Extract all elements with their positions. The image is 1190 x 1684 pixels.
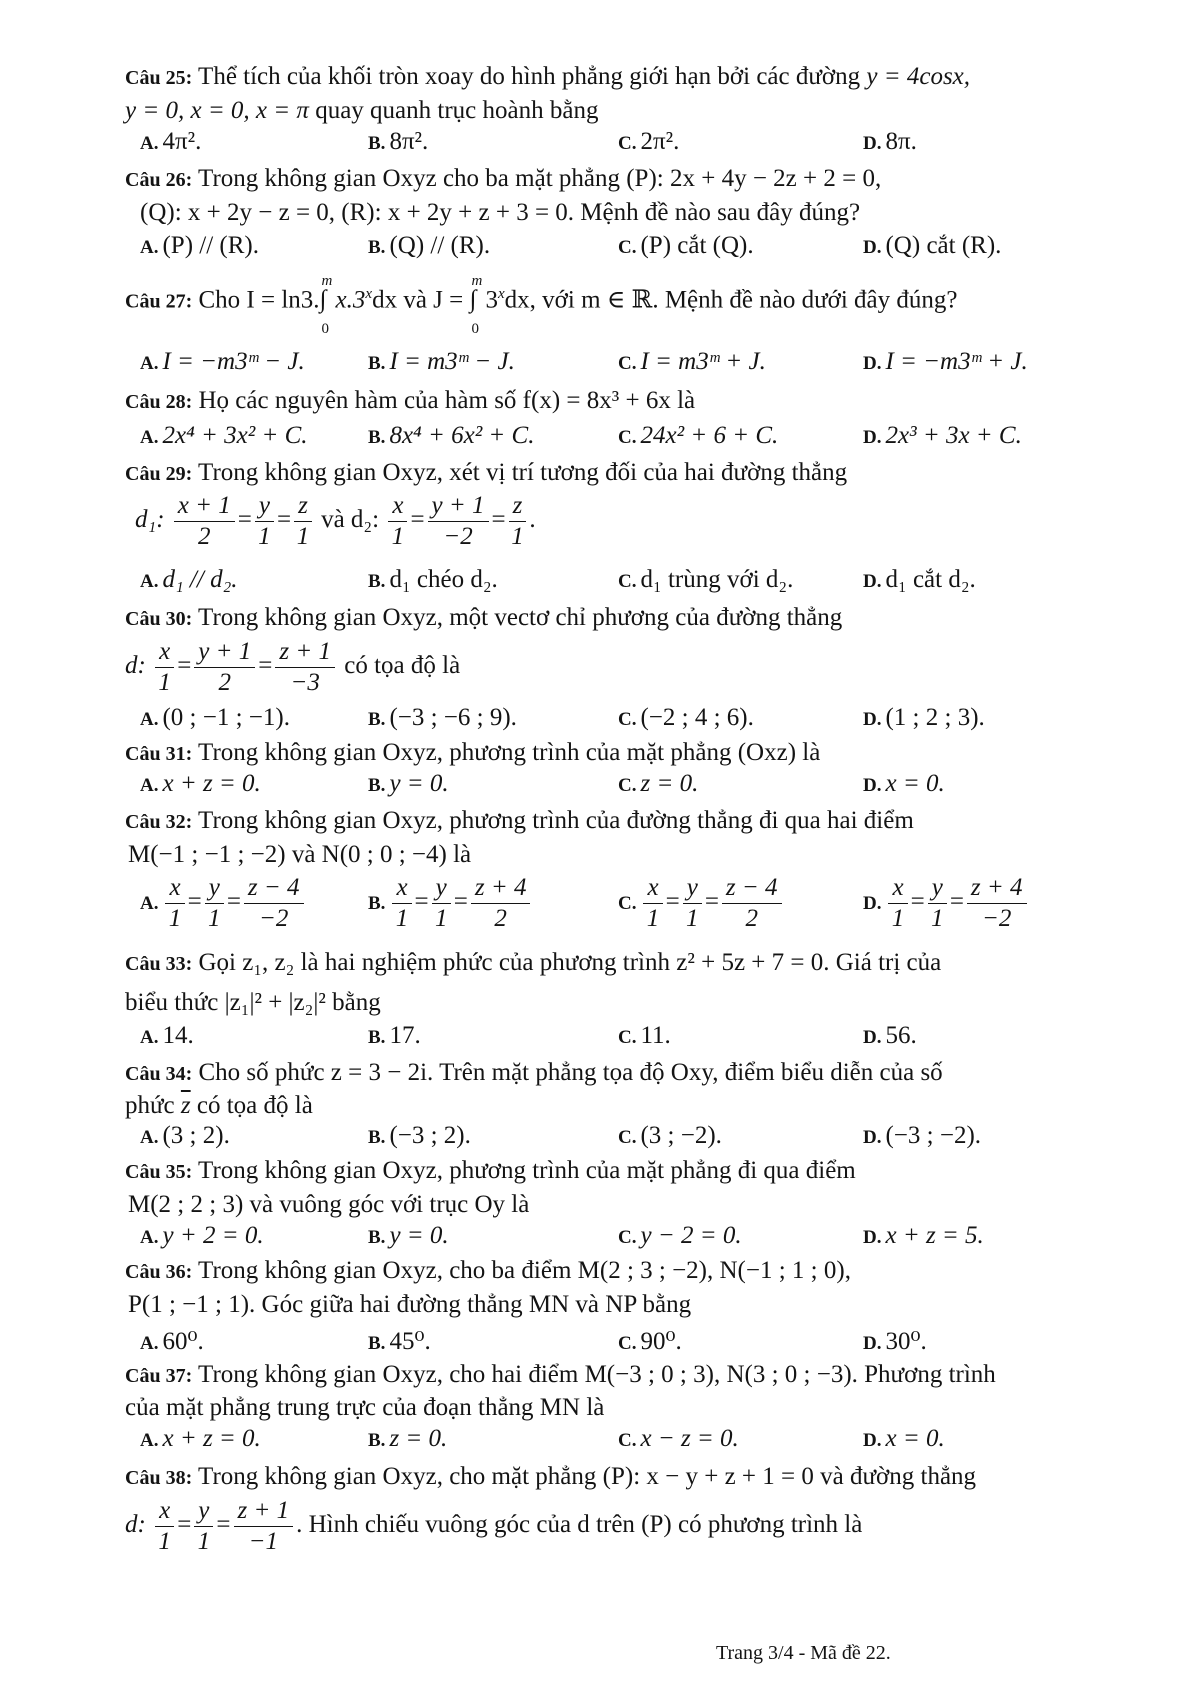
- option-c: C. 24x² + 6 + C.: [618, 422, 779, 449]
- question-37-cont: của mặt phẳng trung trực của đoạn thẳng MN là: [125, 1394, 605, 1421]
- option-d: D. $\frac{x}{1}$ = $\frac{y}{1}$ = $\frac{z + 4}{-2}$: [863, 870, 1030, 936]
- question-35: Câu 35: Trong không gian Oxyz, phương trình của mặt phẳng đi qua điểm: [125, 1157, 856, 1184]
- options-28: [140, 422, 1080, 455]
- option-b: B. (−3 ; 2).: [368, 1122, 471, 1149]
- question-32-cont: M(−1 ; −1 ; −2) và N(0 ; 0 ; −4) là: [128, 841, 472, 868]
- question-36-cont: P(1 ; −1 ; 1). Góc giữa hai đường thẳng MN và NP bằng: [128, 1291, 692, 1318]
- question-36: Câu 36: Trong không gian Oxyz, cho ba điểm M(2 ; 3 ; −2), N(−1 ; 1 ; 0),: [125, 1257, 851, 1284]
- options-26: [140, 232, 1080, 265]
- options-33: [140, 1022, 1080, 1055]
- option-b: B. 17.: [368, 1022, 421, 1049]
- integral-sign: ∫ m 0: [469, 273, 483, 338]
- equation-38: d: $\frac{x}{1}$ = $\frac{y}{1}$ = $\frac{z + 1}{-1}$ . Hình chiếu vuông góc của d trên (P) có phương trình là: [125, 1496, 863, 1555]
- question-26-cont: (Q): x + 2y − z = 0, (R): x + 2y + z + 3 = 0. Mệnh đề nào sau đây đúng?: [140, 199, 861, 226]
- question-32: Câu 32: Trong không gian Oxyz, phương trình của đường thẳng đi qua hai điểm: [125, 807, 914, 834]
- option-d: D. x + z = 5.: [863, 1222, 984, 1249]
- option-a: A. (0 ; −1 ; −1).: [140, 704, 290, 731]
- options-31: [140, 770, 1080, 803]
- options-35: [140, 1222, 1080, 1255]
- option-b: B. d₁ chéo d₂.: [368, 566, 498, 593]
- options-27: [140, 348, 1080, 381]
- option-c: C. I = m3ᵐ + J.: [618, 348, 766, 375]
- option-b: B. y = 0.: [368, 1222, 449, 1249]
- option-a: A. (3 ; 2).: [140, 1122, 230, 1149]
- option-c: C. 2π².: [618, 128, 680, 155]
- options-32: [140, 870, 1080, 934]
- option-c: C. 11.: [618, 1022, 671, 1049]
- options-25: [140, 128, 1080, 161]
- question-29: Câu 29: Trong không gian Oxyz, xét vị trí tương đối của hai đường thẳng: [125, 459, 848, 486]
- option-c: C. x − z = 0.: [618, 1425, 739, 1452]
- option-b: B. (−3 ; −6 ; 9).: [368, 704, 517, 731]
- option-b: B. y = 0.: [368, 770, 449, 797]
- option-b: B. z = 0.: [368, 1425, 448, 1452]
- question-34-cont: phức $\overline{z}$ có tọa độ là: [125, 1092, 313, 1119]
- equation-30: d: $\frac{x}{1}$ = $\frac{y + 1}{2}$ = $\frac{z + 1}{-3}$ có tọa độ là: [125, 637, 461, 696]
- option-c: C. $\frac{x}{1}$ = $\frac{y}{1}$ = $\frac{z - 4}{2}$: [618, 870, 785, 936]
- option-c: C. (−2 ; 4 ; 6).: [618, 704, 754, 731]
- option-b: B. I = m3ᵐ − J.: [368, 348, 515, 375]
- question-38: Câu 38: Trong không gian Oxyz, cho mặt phẳng (P): x − y + z + 1 = 0 và đường thẳng: [125, 1463, 977, 1490]
- option-a: A. d₁ // d₂.: [140, 566, 238, 593]
- option-b: B. 8x⁴ + 6x² + C.: [368, 422, 535, 449]
- options-29: [140, 566, 1080, 599]
- option-a: A. 4π².: [140, 128, 202, 155]
- option-a: A. y + 2 = 0.: [140, 1222, 264, 1249]
- option-a: A. $\frac{x}{1}$ = $\frac{y}{1}$ = $\frac{z - 4}{-2}$: [140, 870, 307, 936]
- question-25-cont: y = 0, x = 0, x = π quay quanh trục hoành bằng: [125, 97, 599, 124]
- option-c: C. z = 0.: [618, 770, 699, 797]
- question-25: Câu 25: Thể tích của khối tròn xoay do hình phẳng giới hạn bởi các đường y = 4cosx,: [125, 63, 971, 90]
- option-d: D. 30⁰.: [863, 1328, 927, 1355]
- question-number: Câu 25:: [125, 67, 193, 89]
- equation-29: d₁: $\frac{x + 1}{2}$ = $\frac{y}{1}$ = $\frac{z}{1}$ và d₂: $\frac{x}{1}$ = $\frac{y + 1}{-2}$ = $\frac{z}{1}$ .: [135, 491, 536, 550]
- option-d: D. (−3 ; −2).: [863, 1122, 982, 1149]
- option-c: C. 90⁰.: [618, 1328, 682, 1355]
- question-34: Câu 34: Cho số phức z = 3 − 2i. Trên mặt phẳng tọa độ Oxy, điểm biểu diễn của số: [125, 1059, 943, 1086]
- options-37: [140, 1425, 1080, 1458]
- option-c: C. d₁ trùng với d₂.: [618, 566, 794, 593]
- option-d: D. 8π.: [863, 128, 917, 155]
- option-a: A. (P) // (R).: [140, 232, 260, 259]
- option-a: A. 14.: [140, 1022, 194, 1049]
- option-a: A. 60⁰.: [140, 1328, 204, 1355]
- option-d: D. d₁ cắt d₂.: [863, 566, 976, 593]
- option-d: D. (1 ; 2 ; 3).: [863, 704, 985, 731]
- option-a: A. x + z = 0.: [140, 770, 261, 797]
- question-30: Câu 30: Trong không gian Oxyz, một vectơ chỉ phương của đường thẳng: [125, 604, 843, 631]
- option-d: D. x = 0.: [863, 1425, 945, 1452]
- option-d: D. 56.: [863, 1022, 917, 1049]
- option-a: A. I = −m3ᵐ − J.: [140, 348, 305, 375]
- option-c: C. (P) cắt (Q).: [618, 232, 754, 259]
- option-d: D. (Q) cắt (R).: [863, 232, 1002, 259]
- option-a: A. 2x⁴ + 3x² + C.: [140, 422, 308, 449]
- option-d: D. I = −m3ᵐ + J.: [863, 348, 1028, 375]
- integral-sign: ∫ m 0: [319, 273, 333, 338]
- question-31: Câu 31: Trong không gian Oxyz, phương trình của mặt phẳng (Oxz) là: [125, 739, 821, 766]
- question-35-cont: M(2 ; 2 ; 3) và vuông góc với trục Oy là: [128, 1191, 530, 1218]
- question-26: Câu 26: Trong không gian Oxyz cho ba mặt phẳng (P): 2x + 4y − 2z + 2 = 0,: [125, 165, 882, 192]
- option-b: B. $\frac{x}{1}$ = $\frac{y}{1}$ = $\frac{z + 4}{2}$: [368, 870, 533, 936]
- option-b: B. 8π².: [368, 128, 429, 155]
- page-footer: Trang 3/4 - Mã đề 22.: [716, 1642, 891, 1664]
- option-b: B. (Q) // (R).: [368, 232, 491, 259]
- options-34: [140, 1122, 1080, 1155]
- question-27: Câu 27: Cho I = ln3.∫ m 0 x.3$^x$dx và J = ∫ m 0 3$^x$dx, với m ∈ ℝ. Mệnh đề nào dưới đây đúng?: [125, 273, 958, 338]
- option-b: B. 45⁰.: [368, 1328, 431, 1355]
- question-33: Câu 33: Gọi z₁, z₂ là hai nghiệm phức của phương trình z² + 5z + 7 = 0. Giá trị của: [125, 949, 942, 976]
- option-d: D. 2x³ + 3x + C.: [863, 422, 1022, 449]
- option-c: C. (3 ; −2).: [618, 1122, 722, 1149]
- question-28: Câu 28: Họ các nguyên hàm của hàm số f(x) = 8x³ + 6x là: [125, 387, 696, 414]
- options-36: [140, 1326, 1080, 1359]
- option-a: A. x + z = 0.: [140, 1425, 261, 1452]
- option-d: D. x = 0.: [863, 770, 945, 797]
- option-c: C. y − 2 = 0.: [618, 1222, 742, 1249]
- question-37: Câu 37: Trong không gian Oxyz, cho hai điểm M(−3 ; 0 ; 3), N(3 ; 0 ; −3). Phương trình: [125, 1361, 996, 1388]
- question-33-cont: biểu thức |z₁|² + |z₂|² bằng: [125, 989, 381, 1016]
- options-30: [140, 704, 1080, 737]
